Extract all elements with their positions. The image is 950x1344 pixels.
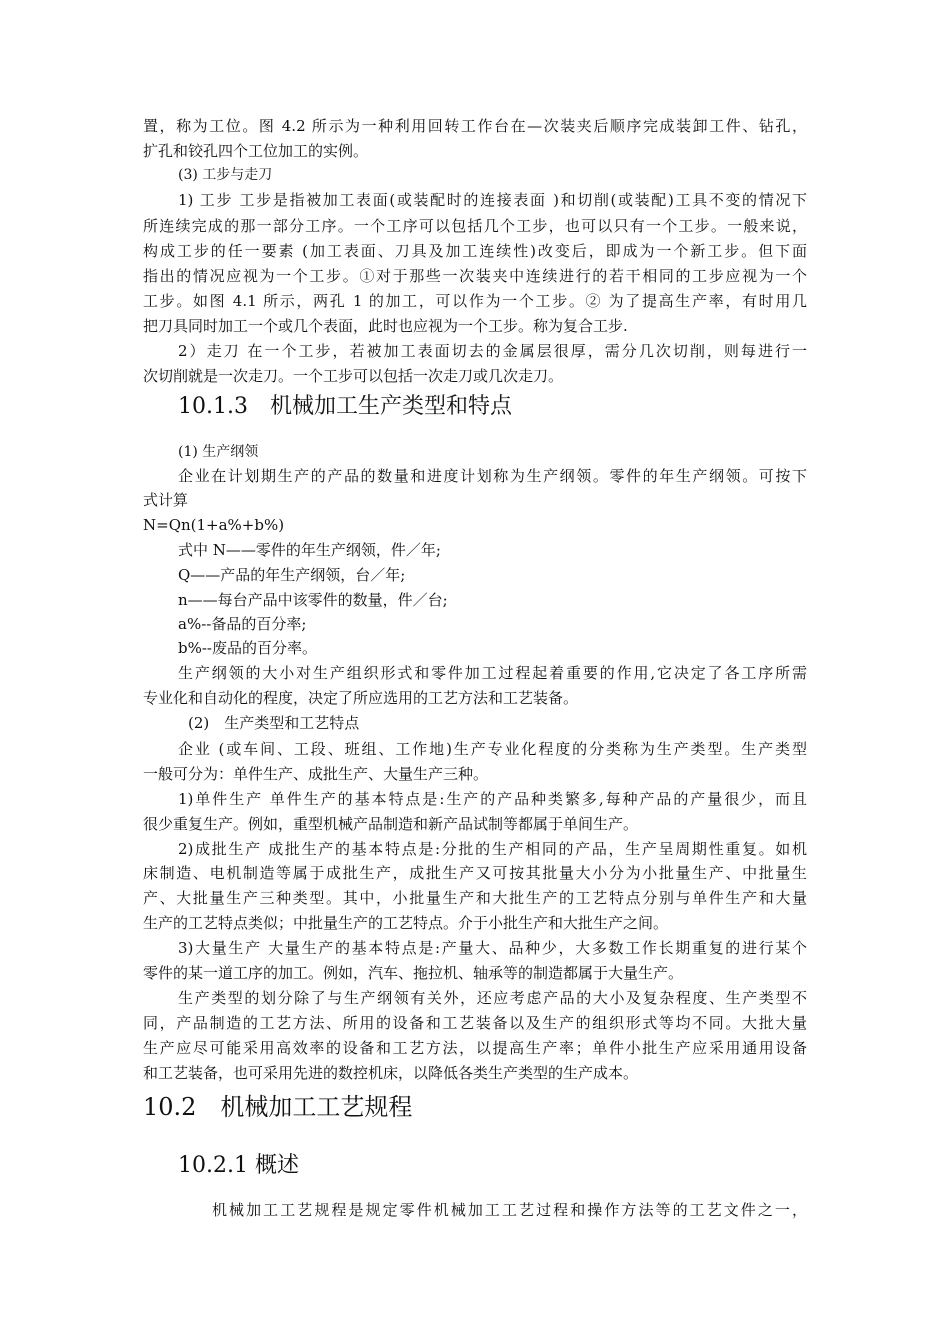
section-heading: 10.2.1 概述 [178, 1153, 299, 1178]
text-line: n——每台产品中该零件的数量，件／台; [178, 591, 448, 609]
text-line: 2）走刀 在一个工步，若被加工表面切去的金属层很厚，需分几次切削，则每进行一 [178, 342, 807, 360]
section-heading: 10.1.3 机械加工生产类型和特点 [178, 394, 512, 419]
subheading: (2) 生产类型和工艺特点 [188, 714, 360, 732]
text-line: 构成工步的任一要素 (加工表面、刀具及加工连续性)改变后，即成为一个新工步。但下面 [143, 242, 807, 260]
text-line: 产、大批量生产三种类型。其中，小批量生产和大批生产的工艺特点分别与单件生产和大量 [143, 889, 807, 907]
text-line: Q——产品的年生产纲领，台／年; [178, 566, 406, 584]
text-line: 生产纲领的大小对生产组织形式和零件加工过程起着重要的作用,它决定了各工序所需 [178, 664, 807, 682]
text-line: 1) 工步 工步是指被加工表面(或装配时的连接表面 )和切削(或装配)工具不变的情况下 [178, 191, 807, 209]
text-line: 生产应尽可能采用高效率的设备和工艺方法，以提高生产率；单件小批生产应采用通用设备 [143, 1039, 807, 1057]
text-line: 所连续完成的那一部分工序。一个工序可以包括几个工步，也可以只有一个工步。一般来说， [143, 217, 807, 235]
text-line: 式计算 [143, 491, 189, 509]
subheading: (3) 工步与走刀 [178, 167, 273, 183]
text-line: 2)成批生产 成批生产的基本特点是:分批的生产相同的产品，生产呈周期性重复。如机 [178, 840, 807, 858]
text-line: 零件的某一道工序的加工。例如，汽车、拖拉机、轴承等的制造都属于大量生产。 [143, 964, 684, 982]
text-line: 企业在计划期生产的产品的数量和进度计划称为生产纲领。零件的年生产纲领。可按下 [178, 467, 807, 485]
text-line: 扩孔和铰孔四个工位加工的实例。 [143, 142, 369, 160]
text-line: 机械加工工艺规程是规定零件机械加工工艺过程和操作方法等的工艺文件之一， [212, 1201, 807, 1219]
text-line: 一般可分为：单件生产、成批生产、大量生产三种。 [143, 765, 489, 783]
subheading: (1) 生产纲领 [178, 444, 259, 460]
text-line: 和工艺装备，也可采用先进的数控机床，以降低各类生产类型的生产成本。 [143, 1064, 639, 1082]
text-line: 工步。如图 4.1 所示，两孔 1 的加工，可以作为一个工步。② 为了提高生产率，有时用几 [143, 292, 807, 310]
formula: N=Qn(1+a%+b%) [143, 516, 285, 534]
text-line: 企业 (或车间、工段、班组、工作地)生产专业化程度的分类称为生产类型。生产类型 [178, 740, 807, 758]
text-line: 次切削就是一次走刀。一个工步可以包括一次走刀或几次走刀。 [143, 367, 564, 385]
text-line: 置，称为工位。图 4.2 所示为一种利用回转工作台在—次装夹后顺序完成装卸工件、钻孔， [143, 117, 807, 135]
text-line: 1)单件生产 单件生产的基本特点是:生产的产品种类繁多,每种产品的产量很少，而且 [178, 790, 807, 808]
text-line: 生产的工艺特点类似；中批量生产的工艺特点。介于小批生产和大批生产之间。 [143, 914, 669, 932]
text-line: 生产类型的划分除了与生产纲领有关外，还应考虑产品的大小及复杂程度、生产类型不 [178, 989, 807, 1007]
text-line: b%--废品的百分率。 [178, 639, 317, 657]
text-line: 专业化和自动化的程度，决定了所应选用的工艺方法和工艺装备。 [143, 689, 579, 707]
text-line: 很少重复生产。例如，重型机械产品制造和新产品试制等都属于单间生产。 [143, 815, 639, 833]
chapter-heading: 10.2 机械加工工艺规程 [143, 1093, 413, 1121]
text-line: 同，产品制造的工艺方法、所用的设备和工艺装备以及生产的组织形式等均不同。大批大量 [143, 1014, 807, 1032]
text-line: 3)大量生产 大量生产的基本特点是:产量大、品种少，大多数工作长期重复的进行某个 [178, 939, 807, 957]
text-line: 床制造、电机制造等属于成批生产，成批生产又可按其批量大小分为小批量生产、中批量生 [143, 864, 807, 882]
text-line: 式中 N——零件的年生产纲领，件／年; [178, 541, 441, 559]
text-line: 指出的情况应视为一个工步。①对于那些一次装夹中连续进行的若干相同的工步应视为一个 [143, 267, 807, 285]
text-line: a%--备品的百分率; [178, 615, 307, 633]
text-line: 把刀具同时加工一个或几个表面，此时也应视为一个工步。称为复合工步. [143, 317, 628, 335]
